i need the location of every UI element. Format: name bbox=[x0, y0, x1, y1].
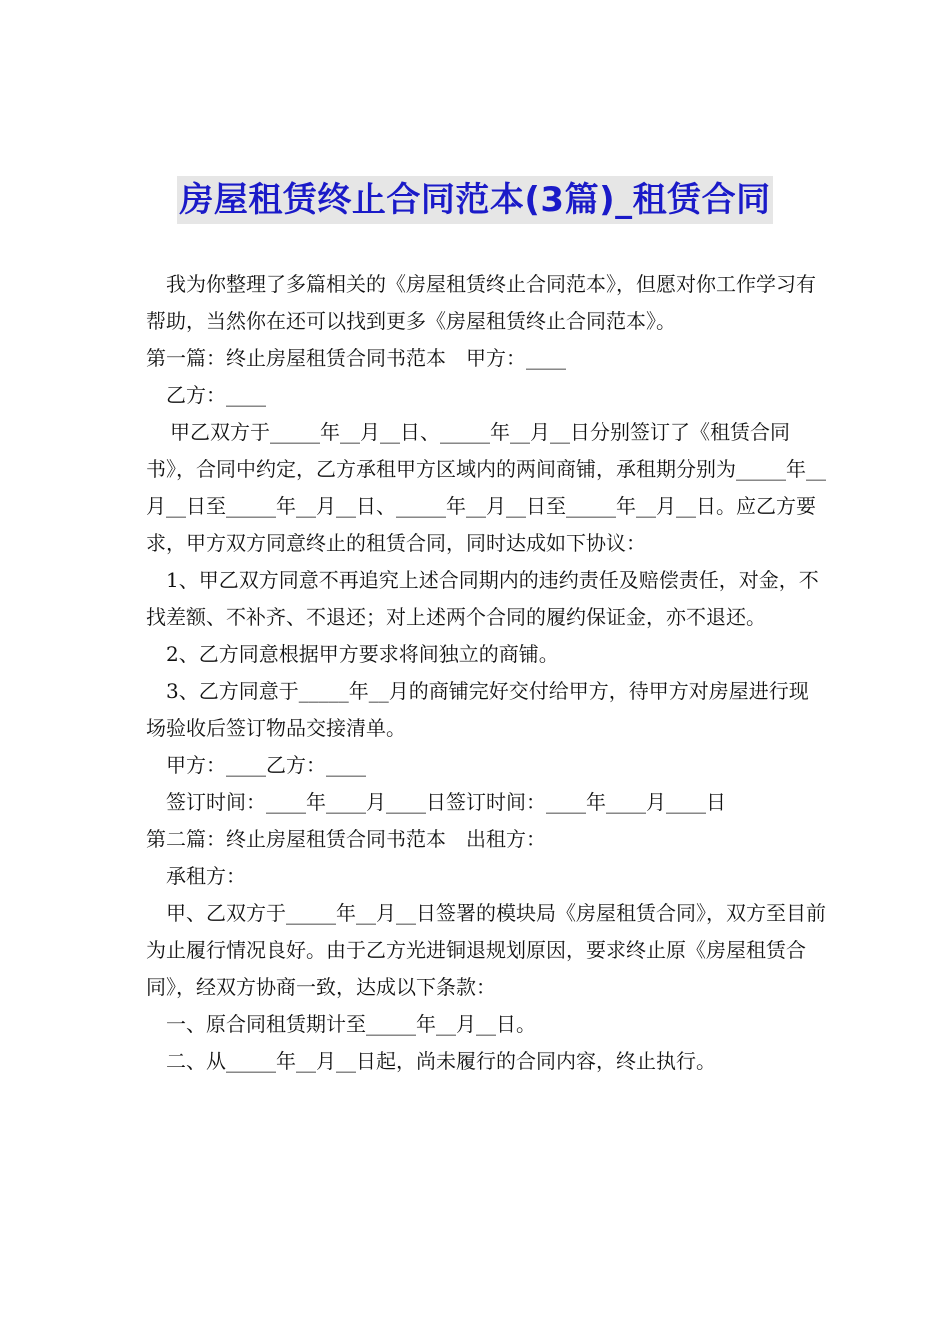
section-2-clause-2: 二、从_____年__月__日起，尚未履行的合同内容，终止执行。 bbox=[166, 1049, 716, 1073]
section-1-body: 甲乙双方于_____年__月__日、_____年__月__日分别签订了《租赁合同书》，合同中约定，乙方承租甲方区域内的两间商铺，承租期分别为_____年__月__日至_____年__月__日、_____年__月__日至_____年__月__日。应乙方要求，甲方双方同意终止的租赁合同，同时达成如下协议： bbox=[146, 420, 826, 555]
document-body bbox=[146, 266, 826, 1080]
lessee-line: 承租方： bbox=[166, 864, 246, 888]
intro-paragraph: 我为你整理了多篇相关的《房屋租赁终止合同范本》，但愿对你工作学习有帮助，当然你在还可以找到更多《房屋租赁终止合同范本》。 bbox=[146, 272, 816, 333]
party-b-line: 乙方：____ bbox=[166, 383, 266, 407]
signature-parties: 甲方：____乙方：____ bbox=[166, 753, 366, 777]
section-1-heading: 第一篇：终止房屋租赁合同书范本 甲方：____ bbox=[146, 346, 566, 370]
signature-dates: 签订时间：____年____月____日签订时间：____年____月____日 bbox=[166, 790, 726, 814]
section-2-clause-1: 一、原合同租赁期计至_____年__月__日。 bbox=[166, 1012, 536, 1036]
section-2-heading: 第二篇：终止房屋租赁合同书范本 出租方： bbox=[146, 827, 546, 851]
clause-1: 1、甲乙双方同意不再追究上述合同期内的违约责任及赔偿责任，对金，不找差额、不补齐、不退还；对上述两个合同的履约保证金，亦不退还。 bbox=[146, 568, 819, 629]
clause-2: 2、乙方同意根据甲方要求将间独立的商铺。 bbox=[166, 642, 559, 666]
section-2-body: 甲、乙双方于_____年__月__日签署的模块局《房屋租赁合同》，双方至目前为止履行情况良好。由于乙方光进铜退规划原因，要求终止原《房屋租赁合同》，经双方协商一致，达成以下条款： bbox=[146, 901, 826, 999]
clause-3: 3、乙方同意于_____年__月的商铺完好交付给甲方，待甲方对房屋进行现场验收后签订物品交接清单。 bbox=[146, 679, 809, 740]
title-container bbox=[0, 176, 950, 224]
document-title: 房屋租赁终止合同范本(3篇)_租赁合同 bbox=[177, 176, 772, 224]
